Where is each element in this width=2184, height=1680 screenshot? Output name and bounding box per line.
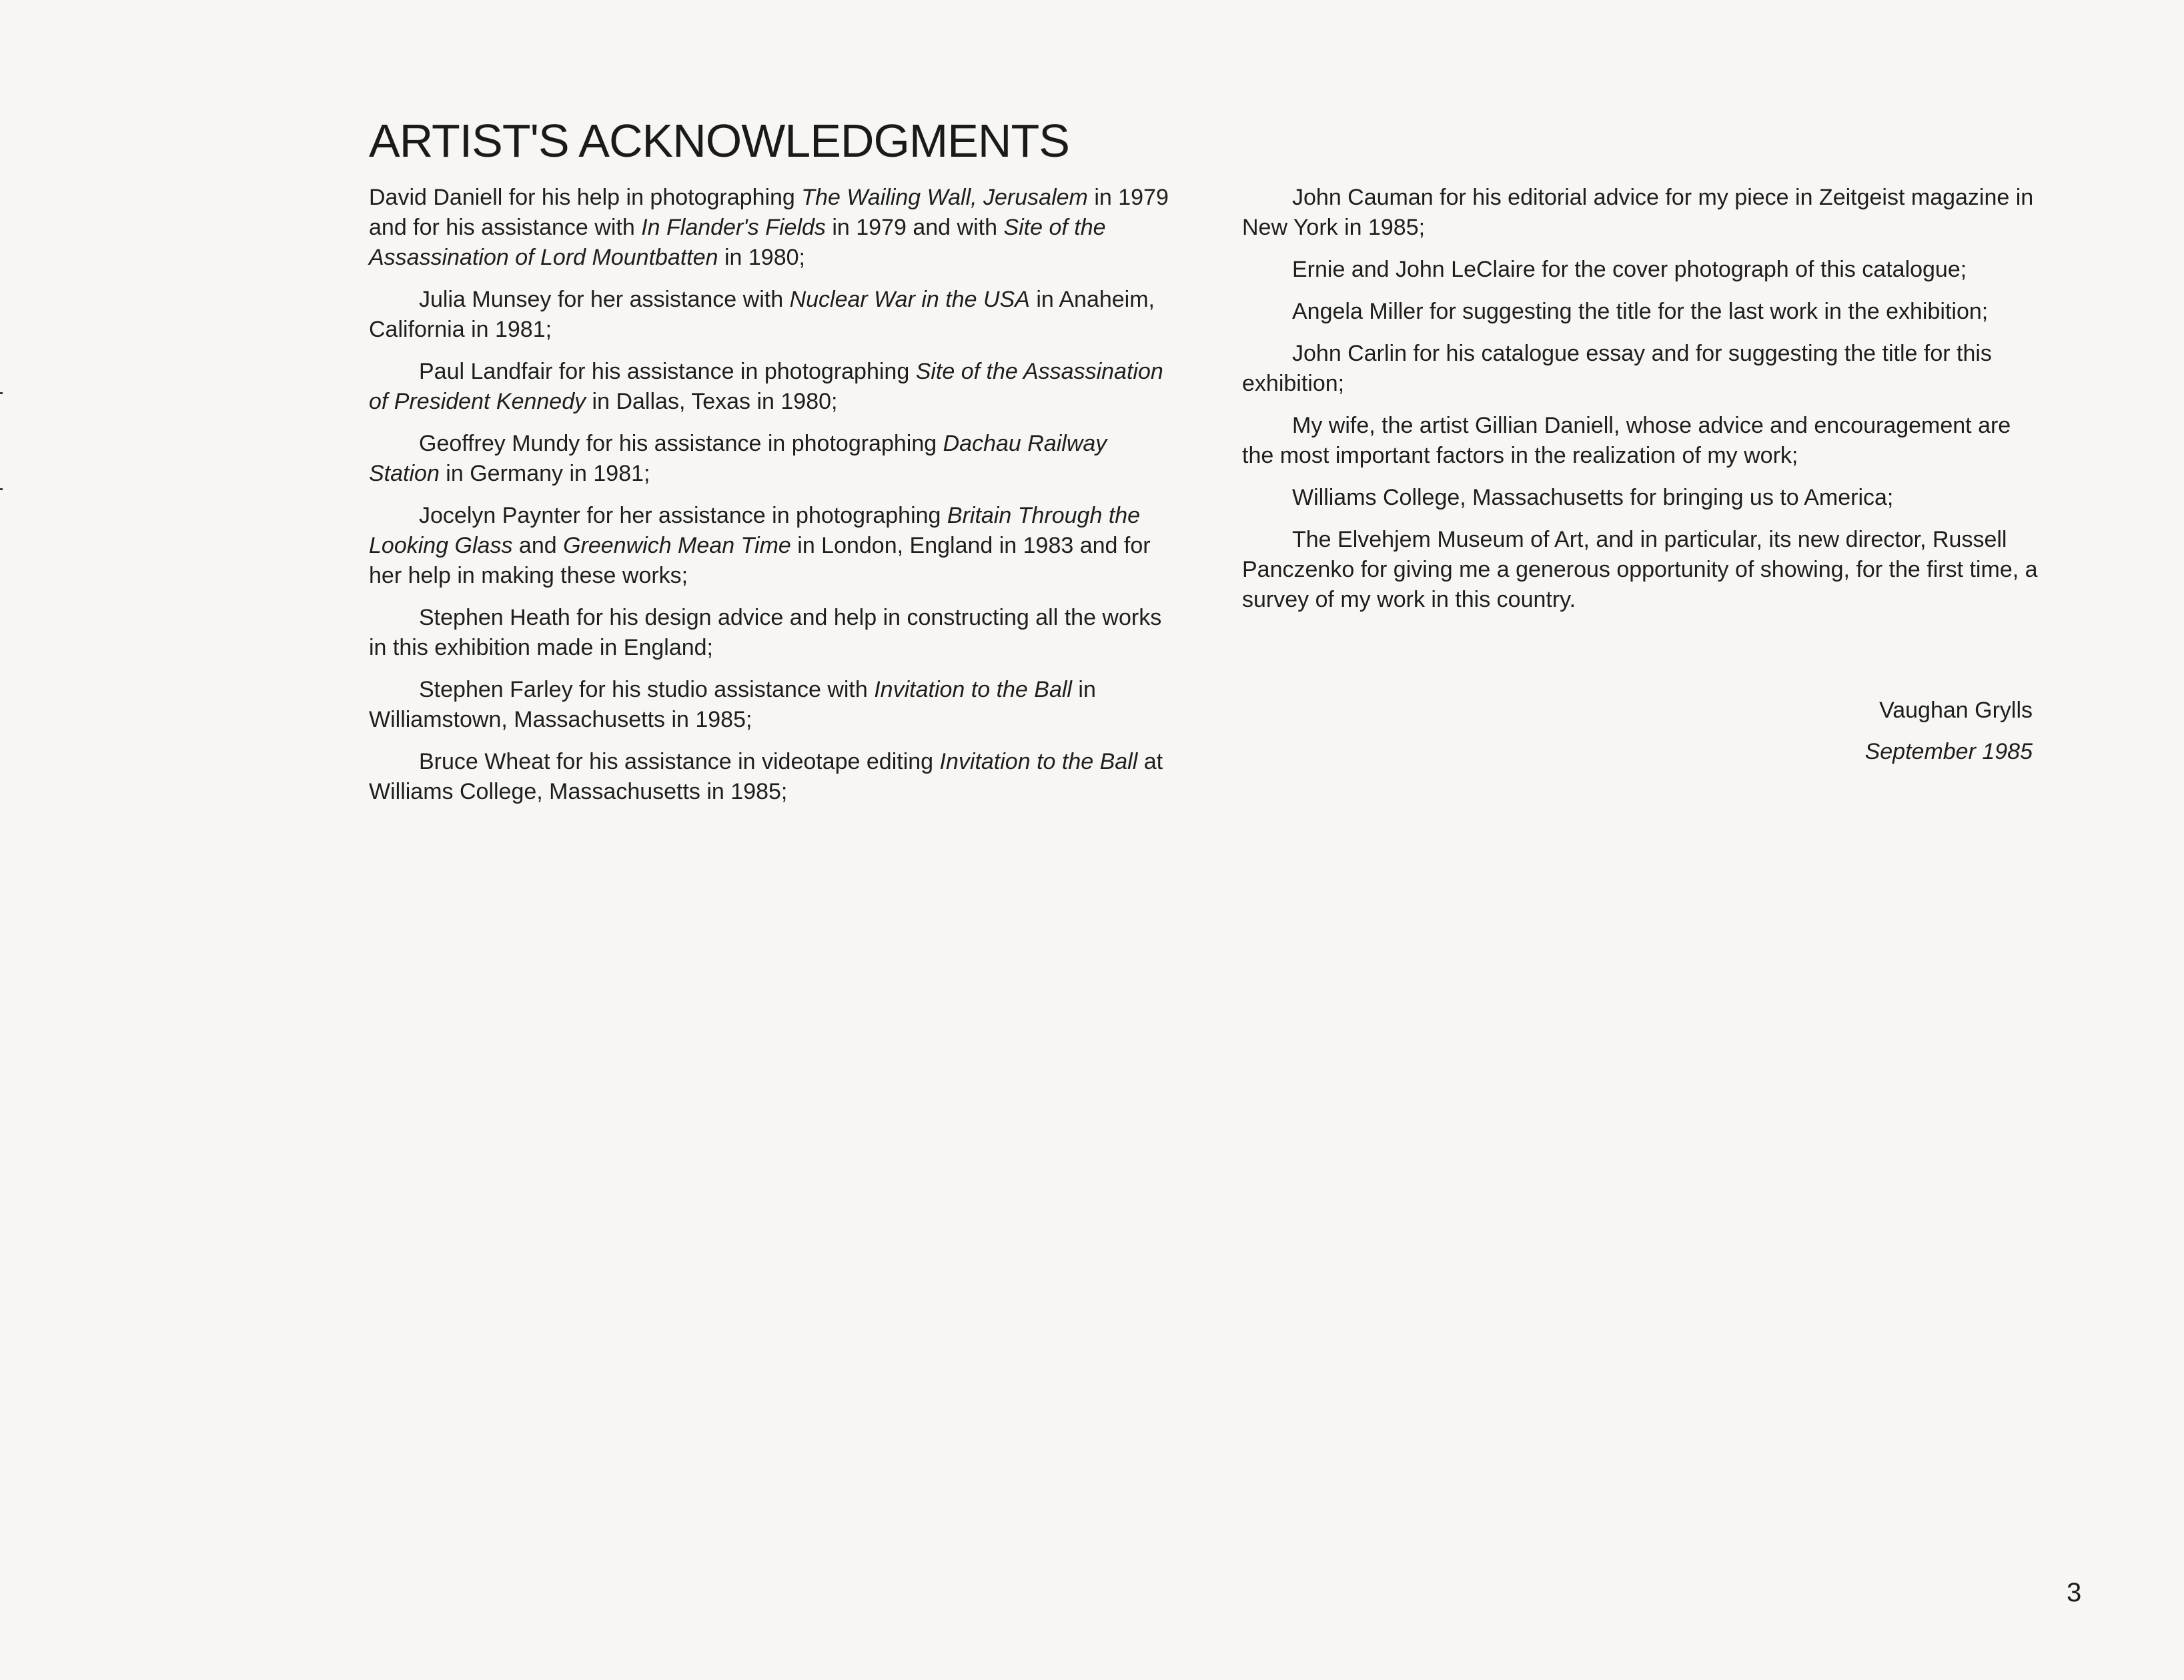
acknowledgment-entry [1242, 297, 2043, 327]
entry-text: Williams College, Massachusetts for bringing us to America; [1292, 485, 1894, 510]
entry-text: Ernie and John LeClaire for the cover photograph of this catalogue; [1292, 257, 1967, 282]
acknowledgment-entry [369, 675, 1169, 735]
work-title: Nuclear War in the USA [789, 287, 1030, 312]
entry-text: in London, England in 1983 and for her help in making these works; [369, 533, 1151, 588]
acknowledgment-entry [369, 183, 1169, 273]
acknowledgment-entry [1242, 525, 2043, 615]
entry-text: and [512, 533, 564, 558]
margin-mark [0, 392, 3, 394]
signature-block [1865, 690, 2033, 772]
acknowledgments-right-column [1242, 183, 2043, 627]
work-title: Dachau Railway Station [369, 431, 1107, 486]
entry-text: in Anaheim, California in 1981; [369, 287, 1155, 342]
page-title: ARTIST'S ACKNOWLEDGMENTS [369, 115, 1069, 167]
entry-text: Angela Miller for suggesting the title for the last work in the exhibition; [1292, 299, 1989, 324]
entry-text: My wife, the artist Gillian Daniell, whose advice and encouragement are the most important factors in the realization of my work; [1242, 413, 2011, 468]
work-title: Greenwich Mean Time [563, 533, 791, 558]
acknowledgment-entry [369, 501, 1169, 591]
entry-text: Julia Munsey for her assistance with [419, 287, 790, 312]
entry-text: in 1979 and with [825, 215, 1004, 240]
acknowledgment-entry [1242, 183, 2043, 243]
work-title: Site of the Assassination of President Kennedy [369, 359, 1163, 414]
entry-text: David Daniell for his help in photographing [369, 185, 802, 210]
acknowledgment-entry [369, 285, 1169, 345]
signature-name: Vaughan Grylls [1879, 698, 2033, 723]
entry-text: Stephen Heath for his design advice and help in constructing all the works in this exhibition made in England; [369, 605, 1162, 660]
entry-text: Stephen Farley for his studio assistance with [419, 677, 875, 702]
margin-mark [0, 488, 3, 490]
entry-text: in 1979 and for his assistance with [369, 185, 1169, 240]
work-title: In Flander's Fields [641, 215, 826, 240]
entry-text: John Carlin for his catalogue essay and for suggesting the title for this exhibition; [1242, 341, 1992, 396]
page-number: 3 [2067, 1578, 2082, 1607]
work-title: Invitation to the Ball [874, 677, 1072, 702]
entry-text: Bruce Wheat for his assistance in videotape editing [419, 749, 940, 774]
acknowledgment-entry [1242, 483, 2043, 513]
acknowledgment-entry [1242, 411, 2043, 471]
acknowledgment-entry [1242, 339, 2043, 399]
acknowledgment-entry [369, 357, 1169, 417]
entry-text: Jocelyn Paynter for her assistance in photographing [419, 503, 947, 528]
work-title: The Wailing Wall, Jerusalem [801, 185, 1088, 210]
entry-text: Geoffrey Mundy for his assistance in photographing [419, 431, 943, 456]
acknowledgment-entry [369, 747, 1169, 807]
signature-date: September 1985 [1864, 739, 2033, 764]
work-title: Site of the Assassination of Lord Mountbatten [369, 215, 1106, 270]
acknowledgment-entry [369, 429, 1169, 489]
entry-text: in Dallas, Texas in 1980; [586, 389, 838, 414]
work-title: Britain Through the Looking Glass [369, 503, 1141, 558]
entry-text: in 1980; [718, 245, 805, 270]
entry-text: at Williams College, Massachusetts in 1985; [369, 749, 1163, 804]
work-title: Invitation to the Ball [939, 749, 1138, 774]
entry-text: in Germany in 1981; [439, 461, 650, 486]
acknowledgments-left-column [369, 183, 1169, 819]
entry-text: The Elvehjem Museum of Art, and in particular, its new director, Russell Panczenko for giving me a generous opportunity of showing, for the first time, a survey of my work in this country. [1242, 527, 2038, 612]
entry-text: in Williamstown, Massachusetts in 1985; [369, 677, 1096, 732]
entry-text: Paul Landfair for his assistance in photographing [419, 359, 916, 384]
acknowledgment-entry [369, 603, 1169, 663]
acknowledgment-entry [1242, 255, 2043, 285]
entry-text: John Cauman for his editorial advice for my piece in Zeitgeist magazine in New York in 1985; [1242, 185, 2034, 240]
